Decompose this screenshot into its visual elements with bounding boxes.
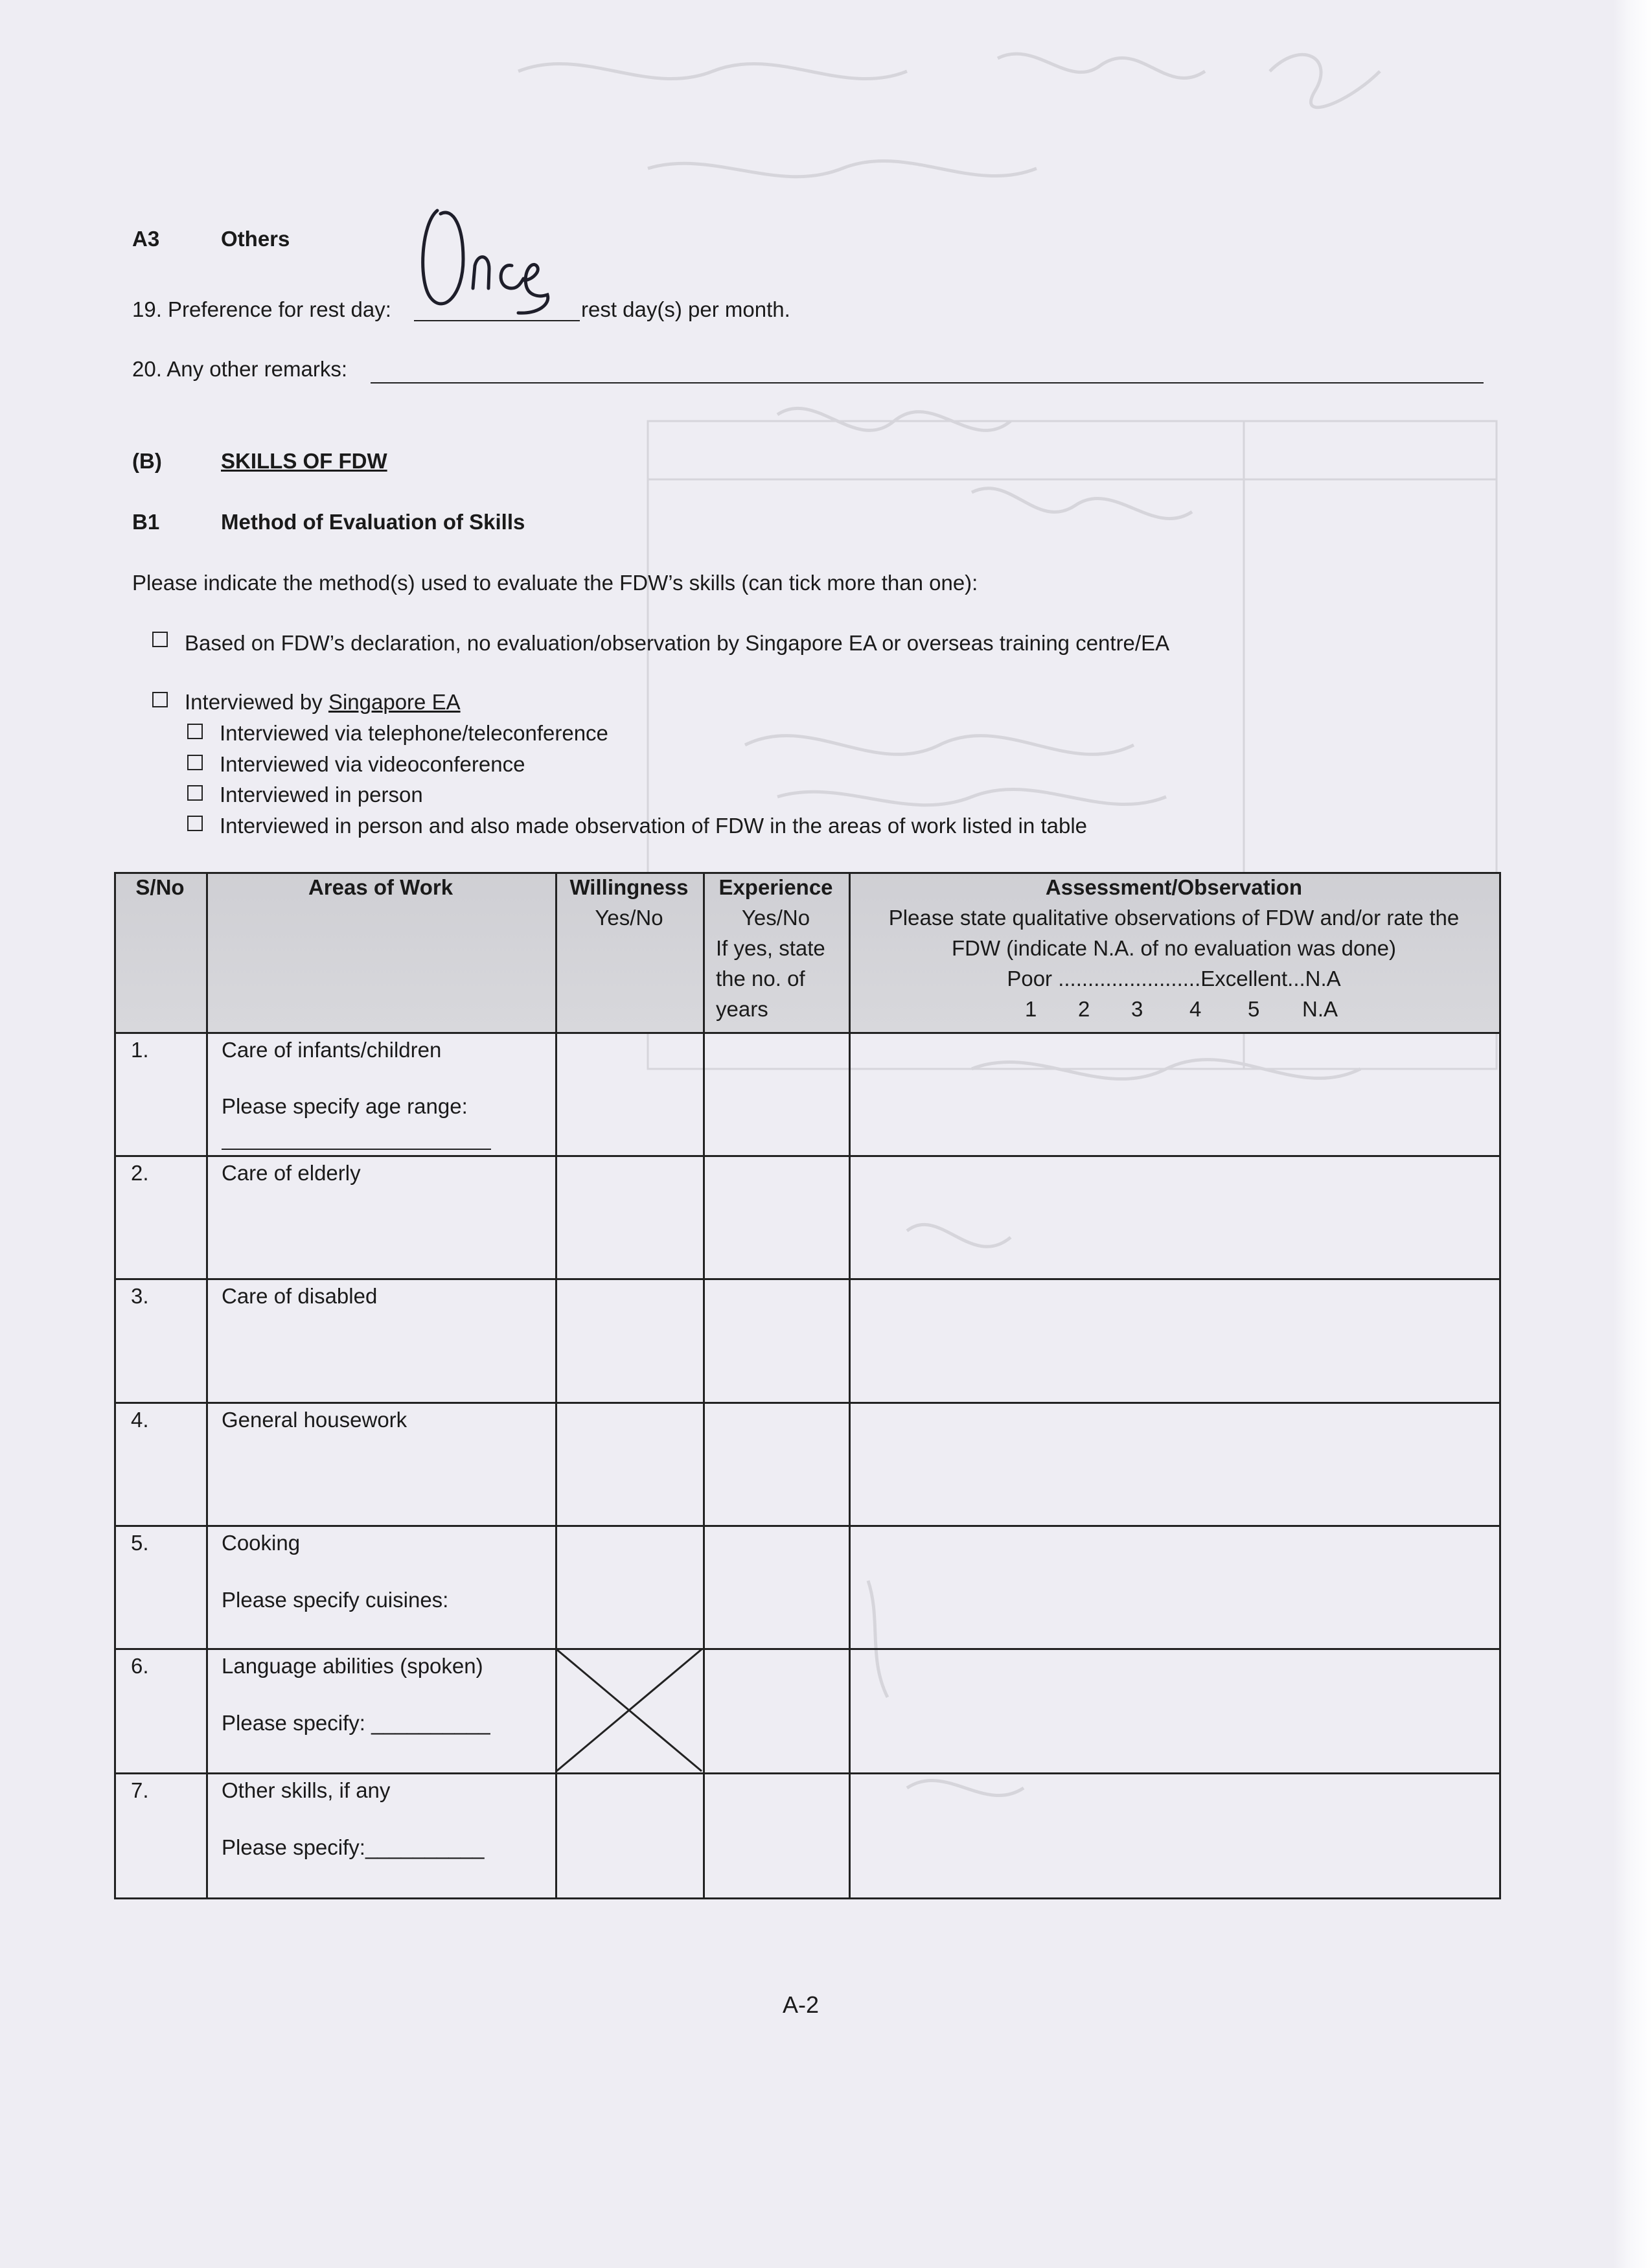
q20-remarks-line[interactable] bbox=[371, 382, 1484, 384]
assessment-cell[interactable] bbox=[851, 1034, 1498, 1154]
experience-cell[interactable] bbox=[705, 1034, 847, 1154]
b1-instruction: Please indicate the method(s) used to evaluate the FDW’s skills (can tick more than one): bbox=[132, 571, 978, 595]
option-interviewed-label bbox=[185, 689, 461, 715]
row-area-sub: Please specify age range: bbox=[222, 1094, 468, 1118]
header-areas: Areas of Work bbox=[308, 875, 453, 899]
sub-option-telephone-label: Interviewed via telephone/teleconference bbox=[220, 721, 608, 745]
option-interviewed-link: Singapore EA bbox=[328, 690, 461, 714]
row-number: 6. bbox=[131, 1654, 149, 1678]
header-willingness-title: Willingness bbox=[569, 875, 689, 899]
table-row-divider bbox=[114, 1648, 1501, 1650]
row-area-sub: Please specify cuisines: bbox=[222, 1588, 449, 1612]
header-willingness-sub: Yes/No bbox=[595, 906, 663, 930]
row-number: 1. bbox=[131, 1038, 149, 1062]
option-declaration-label: Based on FDW’s declaration, no evaluation/observation by Singapore EA or overseas training centre/EA bbox=[185, 631, 1170, 655]
table-column-divider bbox=[206, 872, 208, 1899]
q19-suffix: rest day(s) per month. bbox=[581, 297, 790, 321]
header-willingness bbox=[555, 872, 703, 933]
header-assessment bbox=[849, 872, 1499, 994]
row-number: 7. bbox=[131, 1778, 149, 1802]
row-area: General housework bbox=[222, 1408, 407, 1432]
row-area-sub: Please specify:__________ bbox=[222, 1835, 485, 1859]
header-experience-line: Yes/No bbox=[741, 906, 810, 930]
row-number: 5. bbox=[131, 1531, 149, 1555]
sub-option-telephone-checkbox[interactable] bbox=[187, 724, 203, 739]
scale-number: 4 bbox=[1189, 997, 1202, 1021]
table-border bbox=[114, 1897, 1501, 1899]
header-sno: S/No bbox=[135, 875, 185, 899]
table-row-divider bbox=[114, 1278, 1501, 1280]
sub-option-in-person-checkbox[interactable] bbox=[187, 785, 203, 801]
option-interviewed-prefix: Interviewed by bbox=[185, 690, 328, 714]
header-assessment-line: Please state qualitative observations of FDW and/or rate the bbox=[888, 906, 1460, 930]
row-area: Other skills, if any bbox=[222, 1778, 391, 1802]
row-number: 4. bbox=[131, 1408, 149, 1432]
header-scale-numbers bbox=[849, 994, 1499, 1024]
header-experience-line: If yes, state bbox=[716, 936, 825, 960]
header-experience-line: years bbox=[716, 997, 768, 1021]
header-experience bbox=[703, 872, 849, 1024]
scale-number: N.A bbox=[1302, 997, 1338, 1021]
scale-number: 1 bbox=[1025, 997, 1037, 1021]
q20-label: 20. Any other remarks: bbox=[132, 357, 347, 381]
paper-edge bbox=[1613, 0, 1652, 2268]
header-assessment-line: FDW (indicate N.A. of no evaluation was done) bbox=[952, 936, 1396, 960]
header-experience-line: the no. of bbox=[716, 967, 805, 991]
row-area-sub: Please specify: __________ bbox=[222, 1711, 490, 1735]
row-area: Care of infants/children bbox=[222, 1038, 442, 1062]
section-a3-title: Others bbox=[221, 227, 290, 251]
q19-label: 19. Preference for rest day: bbox=[132, 297, 391, 321]
option-declaration-checkbox[interactable] bbox=[152, 632, 168, 647]
section-b-code: (B) bbox=[132, 449, 162, 473]
scale-number: 2 bbox=[1078, 997, 1090, 1021]
section-b1-title: Method of Evaluation of Skills bbox=[221, 510, 525, 534]
table-row-divider bbox=[114, 1772, 1501, 1774]
row-area: Cooking bbox=[222, 1531, 301, 1555]
sub-option-in-person-observation-label: Interviewed in person and also made observation of FDW in the areas of work listed in table bbox=[220, 814, 1088, 838]
page-number: A-2 bbox=[783, 1991, 820, 2018]
section-b-title: SKILLS OF FDW bbox=[221, 449, 387, 473]
sub-option-in-person-label: Interviewed in person bbox=[220, 783, 423, 807]
row-number: 3. bbox=[131, 1284, 149, 1308]
sub-option-video-label: Interviewed via videoconference bbox=[220, 752, 525, 776]
table-border bbox=[114, 872, 116, 1899]
willingness-cell[interactable] bbox=[557, 1034, 702, 1154]
scale-number: 3 bbox=[1131, 997, 1143, 1021]
header-experience-title: Experience bbox=[718, 875, 833, 899]
table-column-divider bbox=[849, 872, 851, 1899]
row-number: 2. bbox=[131, 1161, 149, 1185]
q19-handwritten-answer bbox=[408, 198, 564, 321]
scale-number: 5 bbox=[1248, 997, 1260, 1021]
table-border bbox=[1499, 872, 1501, 1899]
header-rating-scale: Poor ........................Excellent...N.A bbox=[1007, 967, 1341, 991]
table-row-divider bbox=[114, 1525, 1501, 1527]
table-row-divider bbox=[114, 1402, 1501, 1404]
sub-option-in-person-observation-checkbox[interactable] bbox=[187, 816, 203, 831]
section-a3-code: A3 bbox=[132, 227, 160, 251]
header-assessment-title: Assessment/Observation bbox=[1045, 875, 1303, 899]
table-column-divider bbox=[703, 872, 705, 1899]
option-interviewed-checkbox[interactable] bbox=[152, 692, 168, 707]
skills-table bbox=[114, 872, 1501, 1899]
row-area: Care of elderly bbox=[222, 1161, 361, 1185]
table-row-divider bbox=[114, 1155, 1501, 1157]
section-b1-code: B1 bbox=[132, 510, 160, 534]
age-range-answer-line[interactable] bbox=[222, 1149, 491, 1150]
row-area: Language abilities (spoken) bbox=[222, 1654, 483, 1678]
row-area: Care of disabled bbox=[222, 1284, 378, 1308]
sub-option-video-checkbox[interactable] bbox=[187, 755, 203, 770]
willingness-not-applicable-cross bbox=[555, 1648, 703, 1772]
